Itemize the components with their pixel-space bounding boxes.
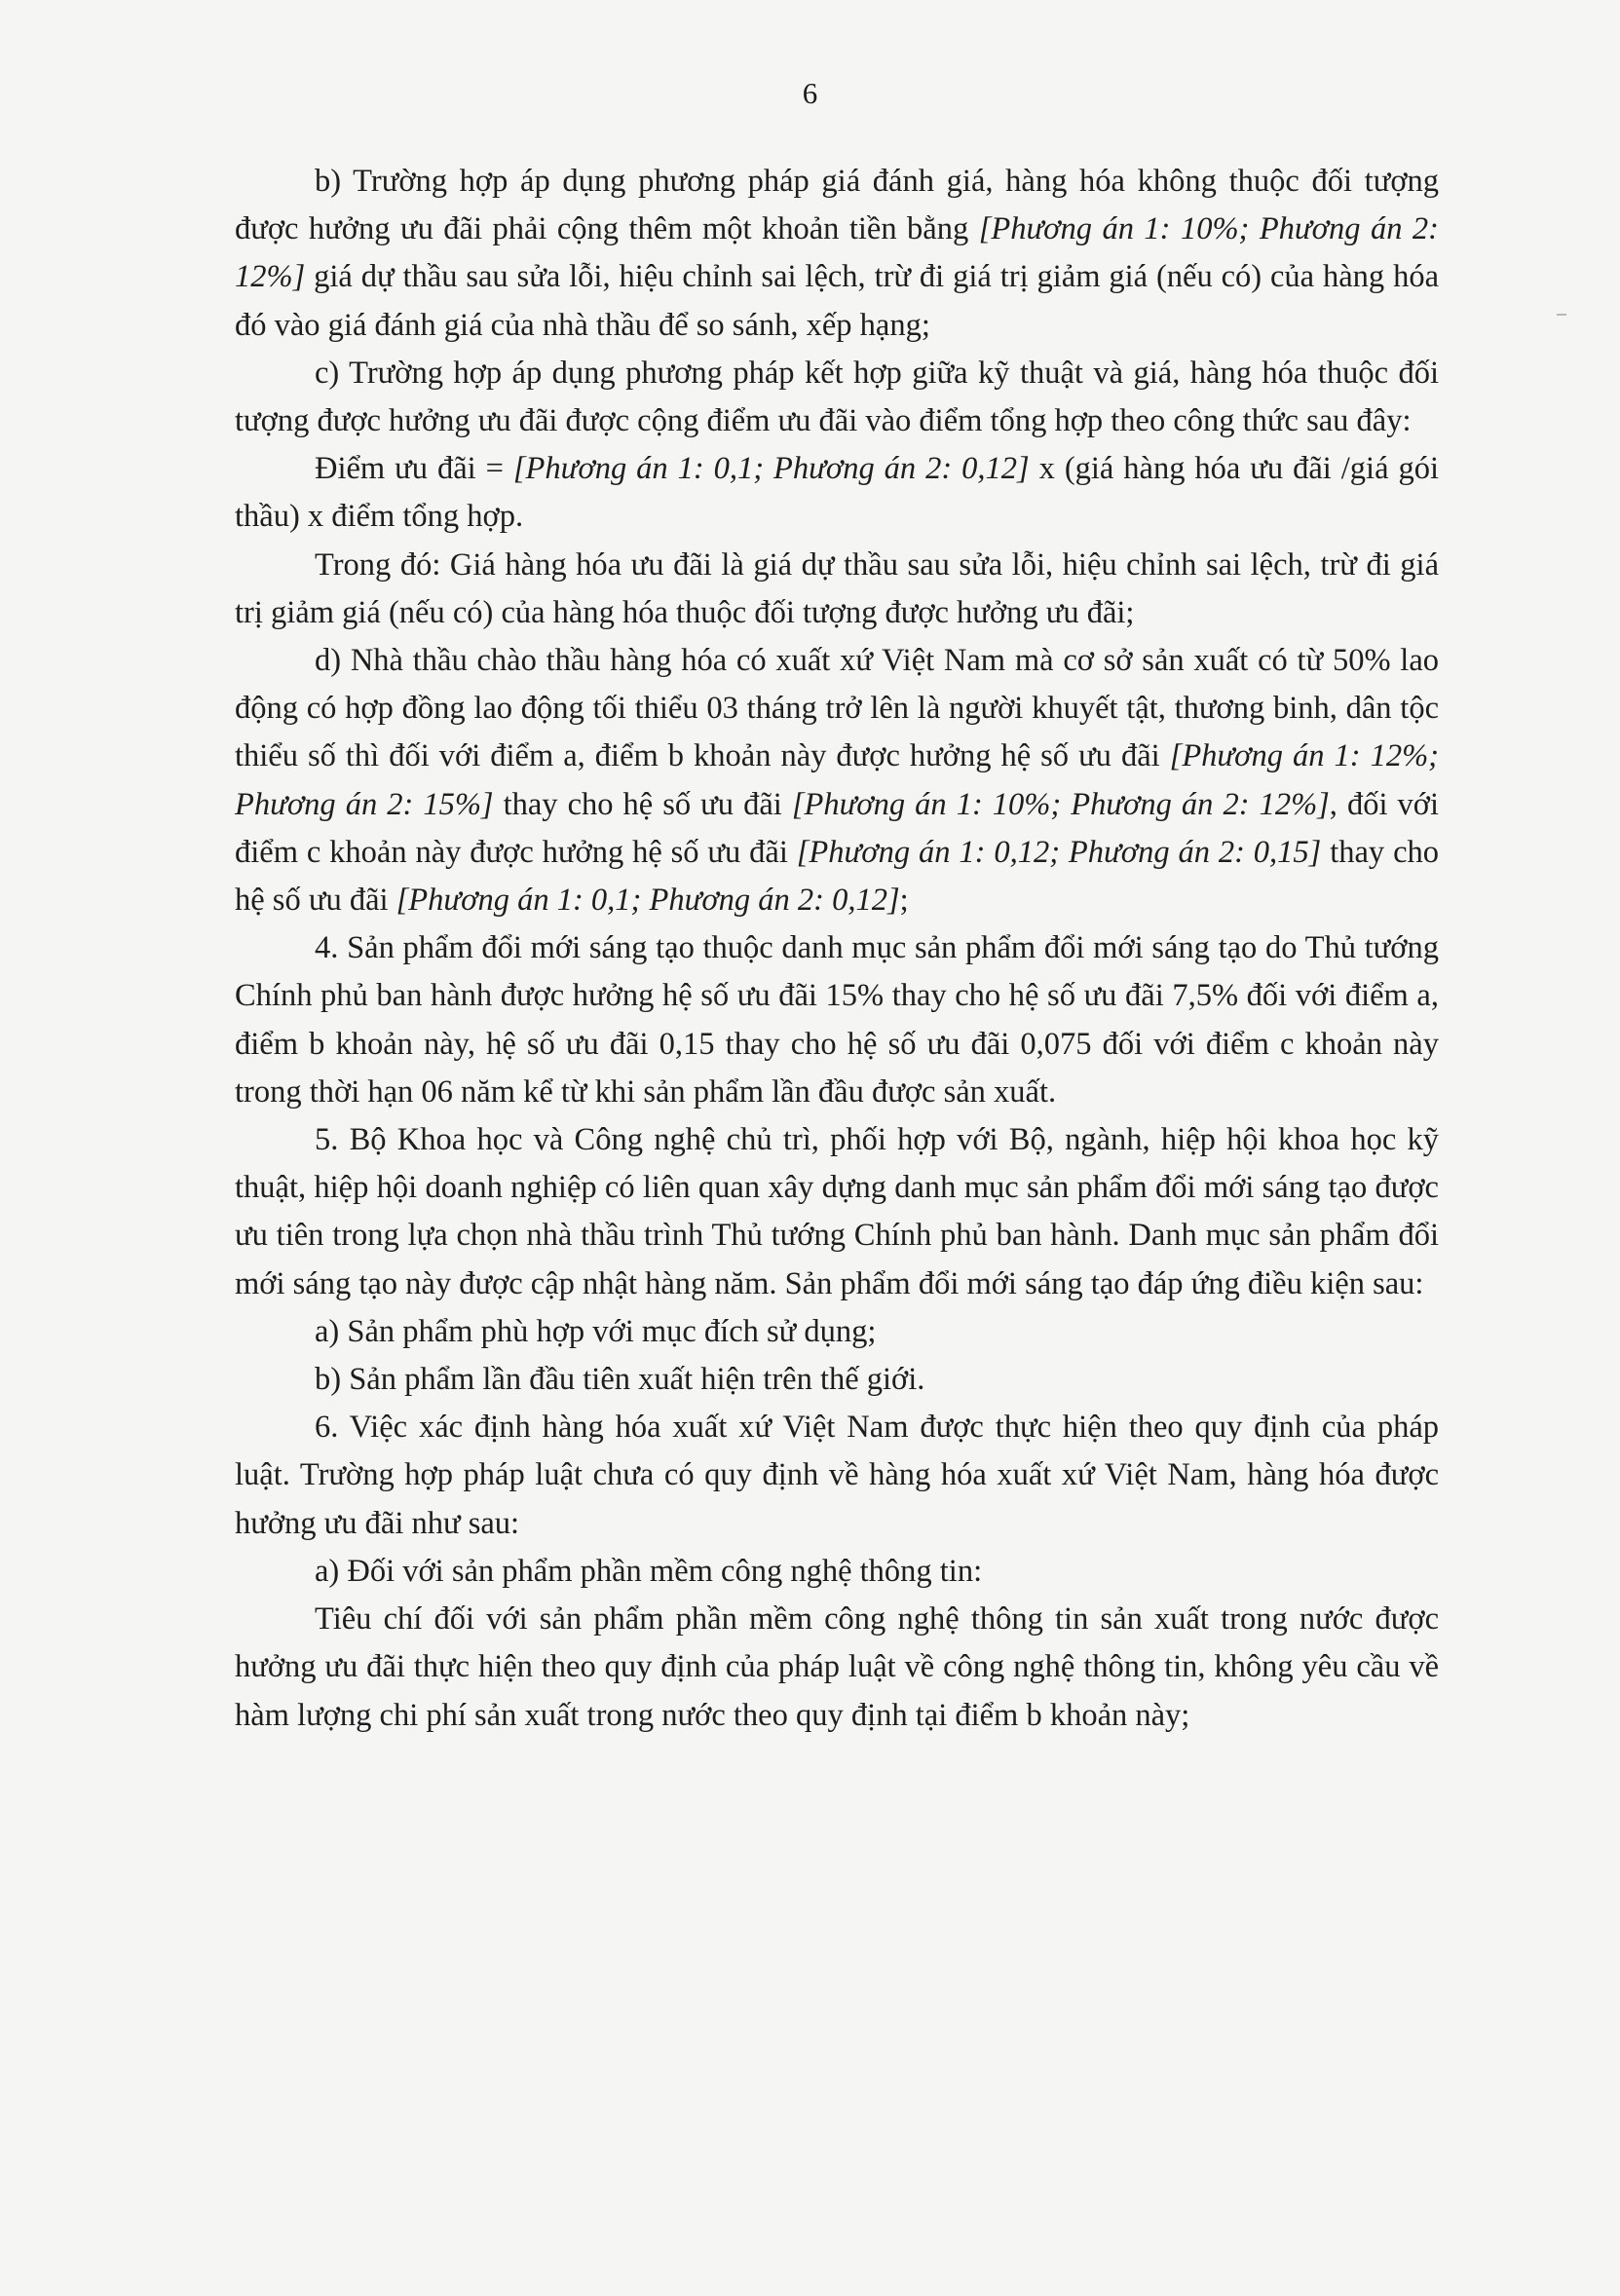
paragraph bbox=[235, 542, 1439, 637]
text-segment: 5. Bộ Khoa học và Công nghệ chủ trì, phối hợp với Bộ, ngành, hiệp hội khoa học kỹ thuật, hiệp hội doanh nghiệp có liên quan xây dựng danh mục sản phẩm đổi mới sáng tạo được ưu tiên trong lựa chọn nhà thầu trình Thủ tướng Chính phủ ban hành. Danh mục sản phẩm đổi mới sáng tạo này được cập nhật hàng năm. Sản phẩm đổi mới sáng tạo đáp ứng điều kiện sau: bbox=[235, 1122, 1439, 1301]
paragraph bbox=[235, 1596, 1439, 1740]
text-segment: a) Đối với sản phẩm phần mềm công nghệ thông tin: bbox=[315, 1553, 983, 1589]
text-segment: , đối với điểm c khoản này được hưởng hệ số ưu đãi bbox=[235, 786, 1439, 870]
paragraph bbox=[235, 1116, 1439, 1308]
paragraph bbox=[235, 1404, 1439, 1548]
document-body bbox=[235, 158, 1439, 1740]
paragraph bbox=[235, 924, 1439, 1116]
scan-mark bbox=[1557, 314, 1566, 316]
italic-text-segment: [Phương án 1: 12%; Phương án 2: 15%] bbox=[235, 738, 1439, 822]
text-segment: giá dự thầu sau sửa lỗi, hiệu chỉnh sai lệch, trừ đi giá trị giảm giá (nếu có) của hàng hóa đó vào giá đánh giá của nhà thầu để so sánh, xếp hạng; bbox=[235, 259, 1439, 343]
italic-text-segment: [Phương án 1: 0,1; Phương án 2: 0,12] bbox=[396, 883, 900, 919]
page-number: 6 bbox=[802, 76, 818, 110]
text-segment: Điểm ưu đãi = bbox=[315, 451, 513, 487]
paragraph bbox=[235, 158, 1439, 350]
italic-text-segment: [Phương án 1: 10%; Phương án 2: 12%] bbox=[235, 211, 1439, 295]
text-segment: Trong đó: Giá hàng hóa ưu đãi là giá dự thầu sau sửa lỗi, hiệu chỉnh sai lệch, trừ đi giá trị giảm giá (nếu có) của hàng hóa thuộc đối tượng được hưởng ưu đãi; bbox=[235, 546, 1439, 630]
text-segment: d) Nhà thầu chào thầu hàng hóa có xuất xứ Việt Nam mà cơ sở sản xuất có từ 50% lao động có hợp đồng lao động tối thiểu 03 tháng trở lên là người khuyết tật, thương binh, dân tộc thiểu số thì đối với điểm a, điểm b khoản này được hưởng hệ số ưu đãi bbox=[235, 643, 1439, 774]
text-segment: a) Sản phẩm phù hợp với mục đích sử dụng; bbox=[315, 1313, 877, 1349]
text-segment: b) Sản phẩm lần đầu tiên xuất hiện trên thế giới. bbox=[315, 1362, 925, 1398]
paragraph bbox=[235, 637, 1439, 924]
text-segment: x (giá hàng hóa ưu đãi /giá gói thầu) x điểm tổng hợp. bbox=[235, 451, 1439, 535]
paragraph bbox=[235, 1308, 1439, 1356]
text-segment: 4. Sản phẩm đổi mới sáng tạo thuộc danh mục sản phẩm đổi mới sáng tạo do Thủ tướng Chính phủ ban hành được hưởng hệ số ưu đãi 15% thay cho hệ số ưu đãi 7,5% đối với điểm a, điểm b khoản này, hệ số ưu đãi 0,15 thay cho hệ số ưu đãi 0,075 đối với điểm c khoản này trong thời hạn 06 năm kể từ khi sản phẩm lần đầu được sản xuất. bbox=[235, 930, 1439, 1110]
italic-text-segment: [Phương án 1: 0,12; Phương án 2: 0,15] bbox=[796, 834, 1322, 870]
text-segment: c) Trường hợp áp dụng phương pháp kết hợp giữa kỹ thuật và giá, hàng hóa thuộc đối tượng được hưởng ưu đãi được cộng điểm ưu đãi vào điểm tổng hợp theo công thức sau đây: bbox=[235, 355, 1439, 439]
text-segment: thay cho hệ số ưu đãi bbox=[493, 786, 792, 822]
text-segment: 6. Việc xác định hàng hóa xuất xứ Việt Nam được thực hiện theo quy định của pháp luật. Trường hợp pháp luật chưa có quy định về hàng hóa xuất xứ Việt Nam, hàng hóa được hưởng ưu đãi như sau: bbox=[235, 1410, 1439, 1541]
text-segment: ; bbox=[899, 883, 909, 919]
text-segment: b) Trường hợp áp dụng phương pháp giá đánh giá, hàng hóa không thuộc đối tượng được hưởng ưu đãi phải cộng thêm một khoản tiền bằng bbox=[235, 164, 1439, 247]
italic-text-segment: [Phương án 1: 0,1; Phương án 2: 0,12] bbox=[512, 451, 1030, 487]
text-segment: Tiêu chí đối với sản phẩm phần mềm công nghệ thông tin sản xuất trong nước được hưởng ưu đãi thực hiện theo quy định của pháp luật về công nghệ thông tin, không yêu cầu về hàm lượng chi phí sản xuất trong nước theo quy định tại điểm b khoản này; bbox=[235, 1601, 1439, 1733]
paragraph bbox=[235, 445, 1439, 541]
paragraph bbox=[235, 1548, 1439, 1596]
text-segment: thay cho hệ số ưu đãi bbox=[235, 834, 1439, 919]
paragraph bbox=[235, 350, 1439, 445]
paragraph bbox=[235, 1356, 1439, 1404]
italic-text-segment: [Phương án 1: 10%; Phương án 2: 12%] bbox=[791, 786, 1330, 822]
